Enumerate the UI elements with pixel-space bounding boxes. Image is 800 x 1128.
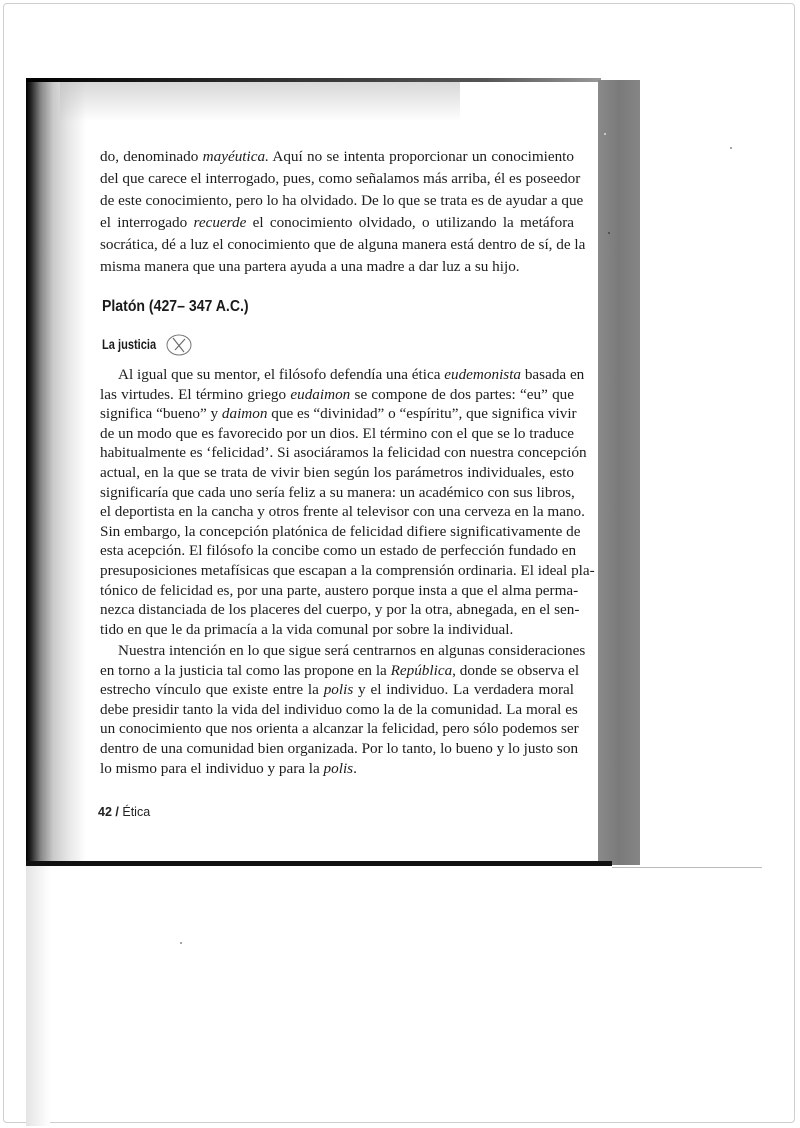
page-footer [98,804,150,820]
speck [608,232,610,234]
text-line [100,541,577,561]
text-line [100,168,581,190]
text-run: socrática, dé a luz el conocimiento que de alguna manera está dentro de sí, de la [100,236,586,253]
italic-text: recuerde [193,214,247,231]
text-line [100,680,574,700]
text-line [100,256,574,278]
text-line [100,600,580,620]
text-run: de este conocimiento, pero lo ha olvidado. De lo que se trata es de ayudar a que [100,192,584,209]
speck [730,147,732,149]
text-line [100,719,579,739]
scan-lower-shadow [26,866,50,1126]
text-line [100,661,580,681]
text-line [100,700,578,720]
scan-bottom-edge-fade [612,867,762,868]
text-line [100,234,586,256]
text-run: Al igual que su mentor, el filósofo defendía una ética [118,366,445,383]
text-line [100,365,585,385]
paragraph-2 [100,365,595,639]
text-line [100,483,574,503]
scan-bottom-edge [26,861,612,866]
text-run: misma manera que una partera ayuda a una madre a dar luz a su hijo. [100,258,520,275]
text-line [100,581,579,601]
text-run: y el individuo. La verdadera moral [353,681,574,699]
text-run: presuposiciones metafísicas que escapan a la comprensión ordinaria. El ideal pla- [100,561,595,579]
text-run: tido en que le da primacía a la vida comunal por sobre la individual. [100,620,514,638]
italic-text: polis [323,681,354,699]
text-line [100,502,585,522]
book-spine [598,80,640,865]
text-line [100,385,574,405]
subsection-heading: La justicia [102,337,157,352]
scan-left-shadow [26,80,86,865]
text-run: el interrogado [100,214,194,231]
text-run: Nuestra intención en lo que sigue será centrarnos en algunas consideraciones [118,642,586,659]
italic-text: eudemonista [444,366,522,383]
text-line [100,443,587,463]
text-run: basada en [521,366,585,383]
text-line [100,759,574,779]
text-run: actual, en la que se trata de vivir bien según los parámetros individuales, esto [100,463,574,481]
paragraph-3 [100,641,586,778]
text-run: nezca distanciada de los placeres del cuerpo, y por la otra, abnegada, en el sen- [100,601,580,619]
speck [604,133,606,135]
text-line [100,739,579,759]
text-run: do, denominado [100,148,203,165]
text-line [100,212,574,234]
scan-top-shadow [60,82,460,122]
text-run: en torno a la justicia tal como las propone en la [100,661,391,679]
text-run: esta acepción. El filósofo la concibe como un estado de perfección fundado en [100,542,577,560]
text-line [100,641,586,661]
text-run: . [353,759,357,777]
text-run: tónico de felicidad es, por una parte, austero porque insta a que el alma perma- [100,581,579,599]
text-run: un conocimiento que nos orienta a alcanzar la felicidad, pero sólo podemos ser [100,720,579,738]
text-run: Aquí no se intenta proporcionar un conocimiento [268,148,574,165]
text-line [100,190,584,212]
page-number: 42 [98,805,112,819]
handwritten-x-circle-mark [164,332,194,358]
section-heading: Platón (427– 347 A.C.) [102,298,249,315]
text-run: estrecho vínculo que existe entre la [100,681,324,699]
text-run: significaría que cada uno sería feliz a su manera: un académico con sus libros, [100,483,575,501]
text-run: , donde se observa el [452,661,580,679]
text-run: el deportista en la cancha y otros frente al televisor con una cerveza en la mano. [100,503,585,521]
italic-text: República [390,661,453,679]
text-run: el conocimiento olvidado, o utilizando la metáfora [246,214,575,231]
text-run: que es “divinidad” o “espíritu”, que significa vivir [267,405,577,423]
text-run: debe presidir tanto la vida del individuo como la de la comunidad. La moral es [100,700,578,718]
italic-text: polis [323,759,354,777]
text-run: se compone de dos partes: “eu” que [350,385,574,403]
text-run: significa “bueno” y [100,405,222,423]
text-line [100,561,595,581]
footer-separator: / [115,805,119,819]
text-line [100,463,574,483]
text-run: habitualmente es ‘felicidad’. Si asociáramos la felicidad con nuestra concepción [100,444,587,462]
text-run: Sin embargo, la concepción platónica de felicidad difiere significativamente de [100,522,581,540]
italic-text: daimon [221,405,268,423]
book-title: Ética [122,805,151,819]
italic-text: mayéutica. [202,148,269,165]
text-line [100,146,574,168]
text-line [100,522,581,542]
text-run: las virtudes. El término griego [100,385,291,403]
text-line [100,404,577,424]
scan-top-edge [26,78,601,82]
paragraph-1 [100,146,586,278]
text-line [100,620,574,640]
italic-text: eudaimon [290,385,351,403]
text-run: de un modo que es favorecido por un dios. El término con el que se lo traduce [100,424,574,442]
text-run: lo mismo para el individuo y para la [100,759,324,777]
text-run: del que carece el interrogado, pues, como señalamos más arriba, él es poseedor [100,170,581,187]
speck [180,942,182,944]
text-run: dentro de una comunidad bien organizada. Por lo tanto, lo bueno y lo justo son [100,739,579,757]
text-line [100,424,574,444]
